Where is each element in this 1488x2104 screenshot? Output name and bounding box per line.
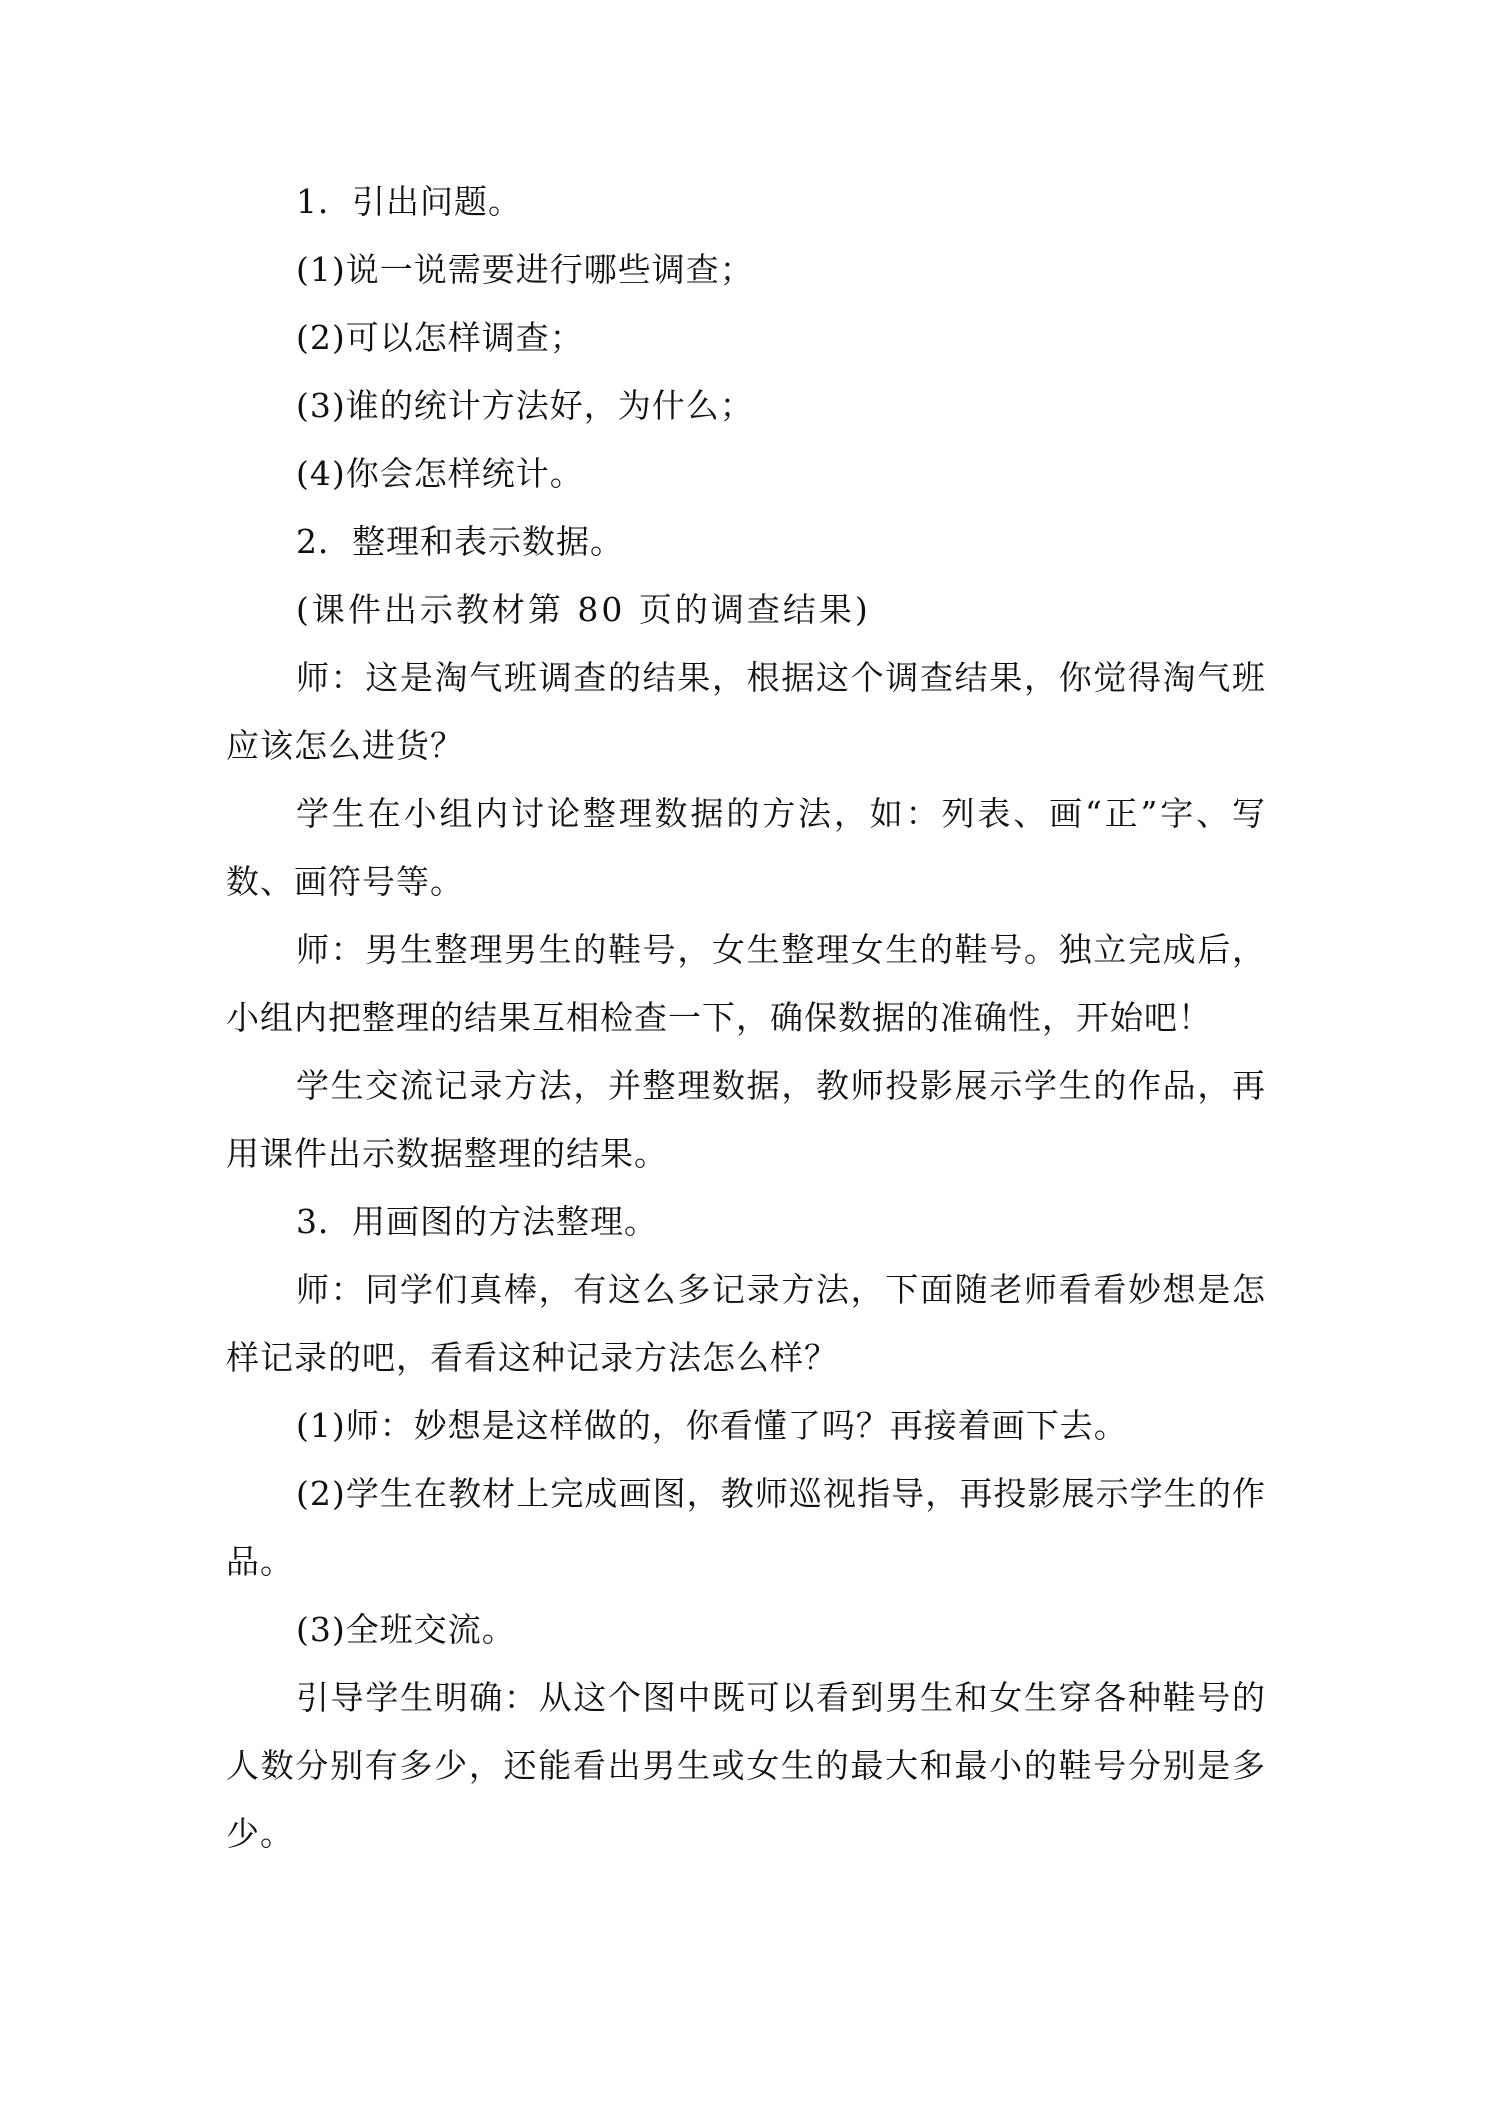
conclusion-paragraph: 引导学生明确：从这个图中既可以看到男生和女生穿各种鞋号的人数分别有多少，还能看出男生或女生的最大和最小的鞋号分别是多少。 [226,1678,1266,1853]
heading-3: 3．用画图的方法整理。 [296,1202,658,1241]
question-4: (4)你会怎样统计。 [296,454,584,493]
student-paragraph-1: 学生在小组内讨论整理数据的方法，如：列表、画“正”字、写数、画符号等。 [226,794,1266,901]
document-page [226,168,1266,1868]
courseware-note: (课件出示教材第 80 页的调查结果) [296,590,871,629]
teacher-paragraph-2: 师：男生整理男生的鞋号，女生整理女生的鞋号。独立完成后，小组内把整理的结果互相检查一下，确保数据的准确性，开始吧！ [226,930,1266,1037]
question-3: (3)谁的统计方法好，为什么； [296,386,754,425]
heading-1: 1．引出问题。 [296,182,522,221]
teacher-paragraph-1: 师：这是淘气班调查的结果，根据这个调查结果，你觉得淘气班应该怎么进货？ [226,658,1266,765]
step-3: (3)全班交流。 [296,1610,516,1649]
question-1: (1)说一说需要进行哪些调查； [296,250,754,289]
teacher-paragraph-3: 师：同学们真棒，有这么多记录方法，下面随老师看看妙想是怎样记录的吧，看看这种记录方法怎么样？ [226,1270,1266,1377]
step-2: (2)学生在教材上完成画图，教师巡视指导，再投影展示学生的作品。 [226,1474,1266,1581]
heading-2: 2．整理和表示数据。 [296,522,624,561]
student-paragraph-2: 学生交流记录方法，并整理数据，教师投影展示学生的作品，再用课件出示数据整理的结果。 [226,1066,1266,1173]
question-2: (2)可以怎样调查； [296,318,584,357]
step-1: (1)师：妙想是这样做的，你看懂了吗？再接着画下去。 [296,1406,1128,1445]
